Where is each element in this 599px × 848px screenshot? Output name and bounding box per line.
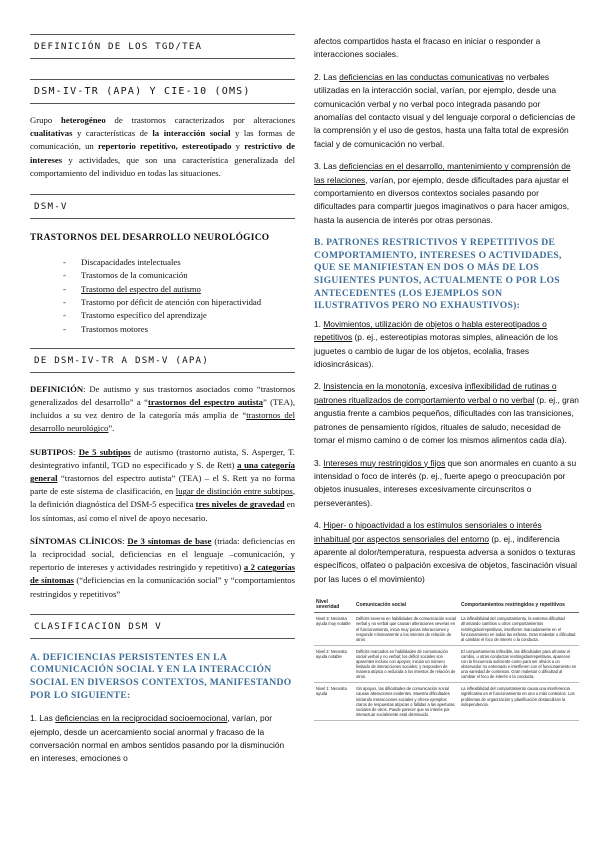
criterion-b4: 4. Hiper- o hipoactividad a los estímulos sensoriales o interés inhabitual por aspectos sensoriales del entorno (p. ej., indiferencia aparente al dolor/temperatura, respuesta adversa a sonidos o texturas específicos, olfateo o palpación excesiva de objetos, fascinación visual por las luces o el movimiento) [314, 520, 578, 584]
list-item: - Discapacidades intelectuales [63, 256, 295, 269]
table-cell: Nivel 2: Necesita ayuda notable [314, 645, 354, 683]
table-header-row [314, 598, 579, 613]
criterion-b-heading: B. PATRONES RESTRICTIVOS Y REPETITIVOS DE COMPORTAMIENTO, INTERESES O ACTIVIDADES, QUE SE MANIFIESTAN EN DOS O MÁS DE LOS SIGUIENTES PUNTOS, ACTUALMENTE O POR LOS ANTECEDENTES (LOS EJEMPLOS SON ILUSTRATIVOS PERO NO EXHAUSTIVOS): [314, 237, 562, 312]
paragraph-definition: Grupo heterogéneo de trastornos caracterizados por alteraciones cualitativas y características de la interacción social y las formas de comunicación, un repertorio repetitivo, estereotipado y restrictivo de intereses y actividades, que son una característica generalizada del comportamiento del individuo en todas las situaciones. [30, 115, 295, 178]
section-heading-dsm-iv: DSM-IV-TR (APA) Y CIE-10 (OMS) [34, 86, 251, 97]
list-item: - Trastorno por déficit de atención con hiperactividad [63, 296, 295, 309]
table-header: Comunicación social [354, 598, 459, 613]
subheading-neurodesarrollo: TRASTORNOS DEL DESARROLLO NEUROLÓGICO [30, 233, 270, 244]
section-heading-dsm-v: DSM-V [34, 201, 68, 213]
divider [30, 218, 295, 219]
criterion-b3: 3. Intereses muy restringidos y fijos que son anormales en cuanto a su intensidad o foco de interés (p. ej., fuerte apego o preocupación por objetos inusuales, intereses excesivamente circunscritos o perseverantes). [314, 457, 577, 508]
section-heading-clasificacion: CLASIFICACION DSM V [34, 620, 162, 632]
paragraph-sintomas: SÍNTOMAS CLÍNICOS: De 3 síntomas de base (triada: deficiencias en la reciprocidad social, deficiencias en el lenguaje –comunicación, y repertorio de intereses y actividades restringido y repetitivo) a 2 categorías de síntomas (“deficiencias en la comunicación social” y “comportamientos restringidos y repetitivos” [30, 535, 296, 599]
table-cell: La inflexibilidad del comportamiento causa una interferencia significativa en el funcionamiento en uno o más contextos. Los problemas de organización y planificación obstaculizan la independencia. [459, 683, 579, 721]
criterion-a-heading: A. DEFICIENCIAS PERSISTENTES EN LA COMUNICACIÓN SOCIAL Y EN LA INTERACCIÓN SOCIAL EN DIVERSOS CONTEXTOS, MANIFESTANDO POR LO SIGUIENTE: [30, 651, 292, 701]
table-cell: Déficits severos en habilidades de comunicación social verbal y no verbal que causan alteraciones severas en el funcionamiento, inicia muy pocas interacciones y responde mínimamente a los intentos de relación de otros [354, 613, 459, 645]
table-header: Nivel severidad [314, 598, 354, 613]
section-heading-transition: DE DSM-IV-TR A DSM-V (APA) [34, 354, 210, 366]
table-cell: Nivel 3: Necesita ayuda muy notable [314, 613, 354, 645]
table-cell: Sin apoyos, las dificultades de comunicación social causan alteraciones evidentes. Muestra dificultades iniciando interacciones sociales y ofrece ejemplos claros de respuestas atípicas o fallidas a las aperturas sociales de otros. Puede parecer que su interés por interactuar socialmente está disminuido. [354, 683, 459, 721]
table-cell: Déficits marcados en habilidades de comunicación social verbal y no verbal; los déficit sociales son aparentes incluso con apoyos; inician un número limitado de interacciones sociales; y responden de manera atípica o reducida a los intentos de relación de otros. [354, 645, 459, 683]
divider [30, 58, 295, 59]
table-row [314, 613, 579, 645]
list-item: - Trastornos motores [63, 323, 295, 336]
table-header: Comportamientos restringidos y repetitivos [459, 598, 579, 613]
disorders-list [30, 256, 295, 336]
criterion-b1: 1. Movimientos, utilización de objetos o habla estereotipados o repetitivos (p. ej., estereotipias motoras simples, alineación de los juguetes o cambio de lugar de los objetos, ecolalia, frases idiosincrásicas). [314, 318, 558, 370]
divider [30, 103, 295, 104]
table-row [314, 645, 579, 683]
table-cell: Nivel 1: Necesita ayuda [314, 683, 354, 721]
severity-table [314, 598, 579, 721]
list-item: - Trastornos de la comunicación [63, 269, 295, 282]
right-column [314, 0, 579, 848]
table-cell: El comportamiento inflexible, las dificultades para afrontar el cambio, u otras conductas restringidas/repetitivas, aparecen con la frecuencia suficiente como para ser obvios a un observador no entrenado e interfieren con el funcionamiento en una variedad de contextos. Gran malestar o dificultad al cambiar el foco de interés o la conducta. [459, 645, 579, 683]
list-item: - Trastorno específico del aprendizaje [63, 309, 295, 322]
section-heading-definicion: DEFINICIÓN DE LOS TGD/TEA [34, 41, 203, 52]
divider [30, 372, 295, 373]
criterion-a1-continued: afectos compartidos hasta el fracaso en iniciar o responder a interacciones sociales. [314, 36, 541, 60]
criterion-a1: 1. Las deficiencias en la reciprocidad socioemocional, varían, por ejemplo, desde un acercamiento social anormal y fracaso de la conversación normal en ambos sentidos pasando por la disminución en intereses, emociones o [30, 713, 285, 764]
criterion-b2: 2. Insistencia en la monotonía, excesiva inflexibilidad de rutinas o patrones ritualizados de comportamiento verbal o no verbal (p. ej., gran angustia frente a cambios pequeños, dificultades con las transiciones, patrones de pensamiento rígidos, rituales de saludo, necesidad de tomar el mismo camino o de comer los mismos alimentos cada día). [314, 381, 579, 446]
paragraph-definicion: DEFINICIÓN: De autismo y sus trastornos asociados como “trastornos generalizados del desarrollo” a “trastornos del espectro autista” (TEA), incluidos a su vez dentro de la categoría más amplia de “trastornos del desarrollo neurológico”. [30, 383, 295, 434]
list-item: - Trastorno del espectro del autismo [63, 283, 295, 296]
divider [30, 638, 295, 639]
criterion-a3: 3. Las deficiencias en el desarrollo, mantenimiento y comprensión de las relaciones, varían, por ejemplo, desde dificultades para ajustar el comportamiento en diversos contextos sociales pasando por dificultades para compartir juegos imaginativos o para hacer amigos, hasta la ausencia de interés por otras personas. [314, 161, 571, 225]
left-column [30, 0, 295, 848]
table-row [314, 683, 579, 721]
table-cell: La inflexibilidad del comportamiento, la extrema dificultad afrontando cambios u otros comportamientos restringidos/repetitivos, interfieren marcadamente en el funcionamiento en todas las esferas. Gran malestar o dificultad al cambiar el foco de interés o la conducta. [459, 613, 579, 645]
paragraph-subtipos: SUBTIPOS: De 5 subtipos de autismo (trastorno autista, S. Asperger, T. desintegrativo infantil, TGD no especificado y S. de Rett) a una categoría general “trastornos del espectro autista” (TEA) – el S. Rett ya no forma parte de este sistema de clasificación, en lugar de distinción entre subtipos, la definición diagnóstica del DSM-5 especifica tres niveles de gravedad en los síntomas, así como el nivel de apoyo necesario. [30, 446, 295, 523]
criterion-a2: 2. Las deficiencias en las conductas comunicativas no verbales utilizadas en la interacción social, varían, por ejemplo, desde una comunicación verbal y no verbal poco integrada pasando por anomalías del contacto visual y del lenguaje corporal o deficiencias de la comprensión y el uso de gestos, hasta una falta total de expresión facial y de comunicación no verbal. [314, 71, 576, 149]
